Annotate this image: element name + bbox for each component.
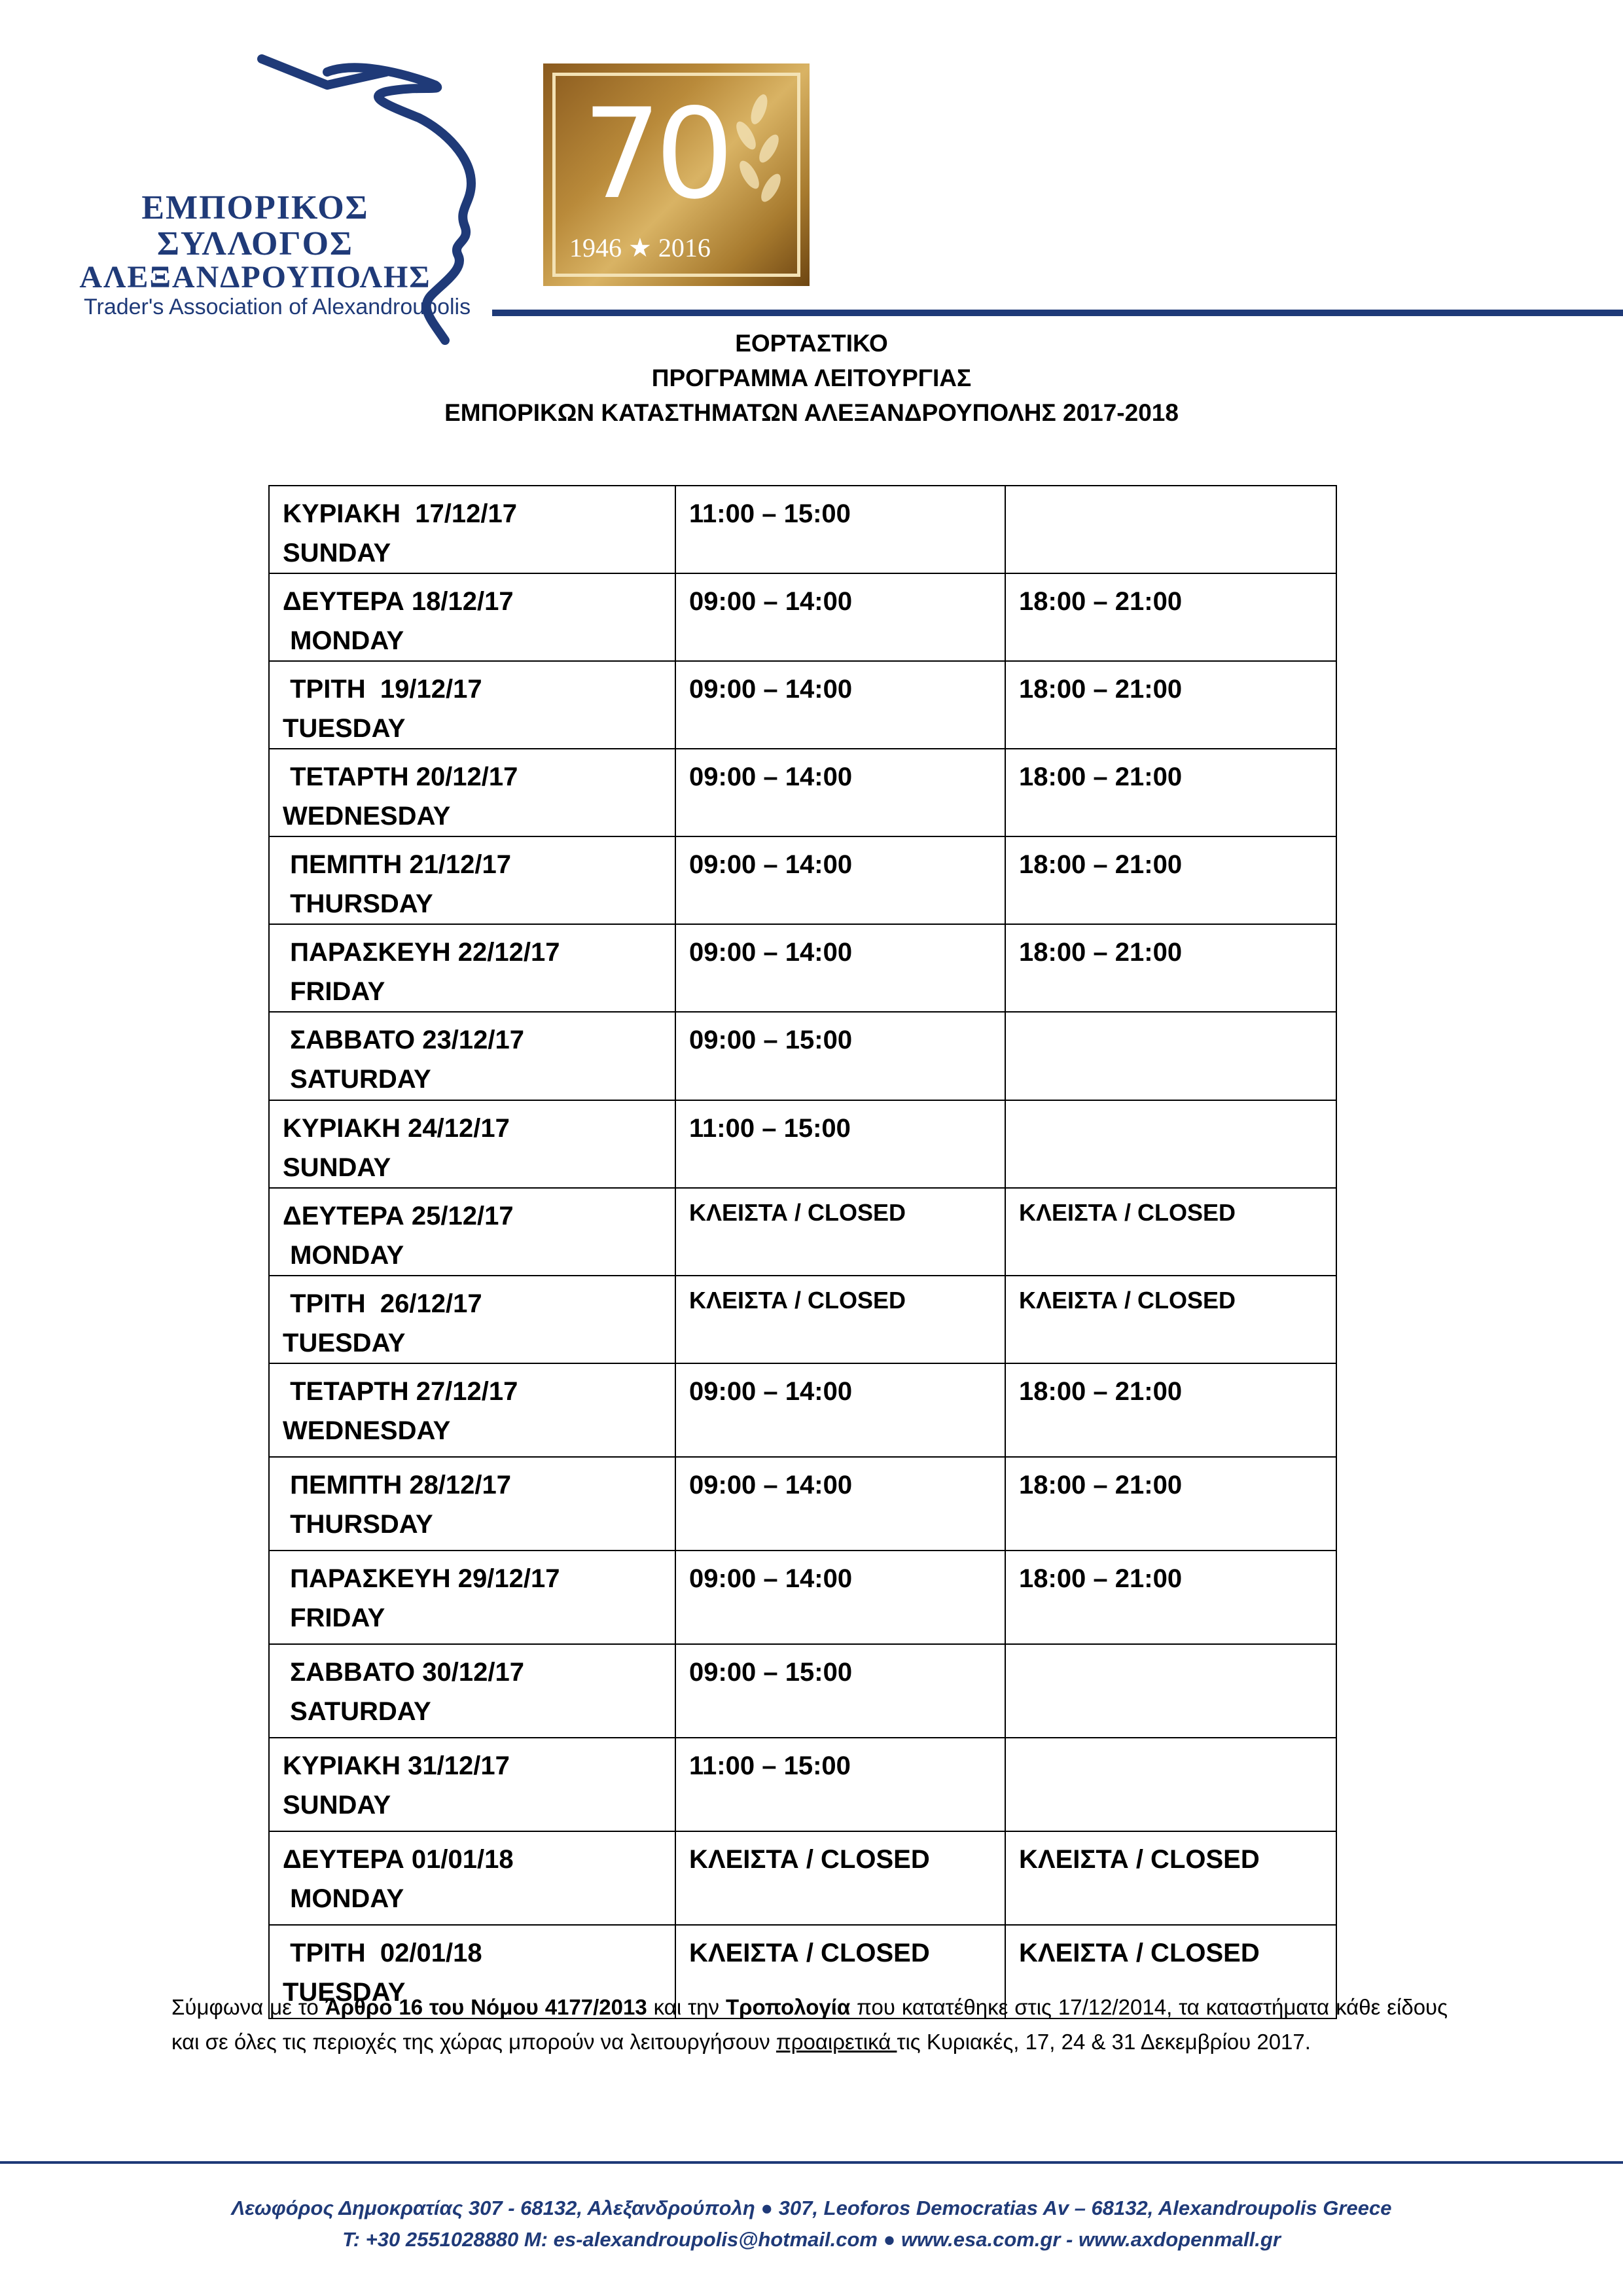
- schedule-row: [269, 1738, 1336, 1831]
- footer: [0, 2193, 1623, 2255]
- evening-hours: 18:00 – 21:00: [1019, 1377, 1183, 1406]
- evening-hours-cell: [1005, 836, 1336, 924]
- document-title: [0, 326, 1623, 430]
- day-cell: [269, 1551, 675, 1644]
- morning-hours-cell: [675, 749, 1005, 836]
- evening-hours-cell: [1005, 661, 1336, 749]
- schedule-row: [269, 486, 1336, 573]
- evening-hours-cell: [1005, 1363, 1336, 1457]
- logo-name-line1: ΕΜΠΟΡΙΚΟΣ: [141, 189, 369, 226]
- day-cell: [269, 1644, 675, 1738]
- morning-hours: 09:00 – 15:00: [689, 1658, 853, 1687]
- day-greek: ΔΕΥΤΕΡΑ 18/12/17: [283, 587, 514, 616]
- schedule-row: [269, 661, 1336, 749]
- title-line3: ΕΜΠΟΡΙΚΩΝ ΚΑΤΑΣΤΗΜΑΤΩΝ ΑΛΕΞΑΝΔΡΟΥΠΟΛΗΣ 2017-2018: [444, 399, 1179, 426]
- schedule-row: [269, 1457, 1336, 1551]
- association-logo: [79, 46, 497, 347]
- schedule-row: [269, 1831, 1336, 1925]
- day-greek: ΤΕΤΑΡΤΗ 27/12/17: [283, 1377, 518, 1406]
- day-cell: [269, 924, 675, 1012]
- schedule-body: [269, 486, 1336, 2018]
- day-cell: [269, 1457, 675, 1551]
- evening-hours-cell: [1005, 1831, 1336, 1925]
- day-cell: [269, 573, 675, 661]
- day-greek: ΣΑΒΒΑΤΟ 23/12/17: [283, 1026, 524, 1054]
- footer-rule: [0, 2161, 1623, 2164]
- morning-hours: ΚΛΕΙΣΤΑ / CLOSED: [689, 1845, 930, 1874]
- evening-hours: ΚΛΕΙΣΤΑ / CLOSED: [1019, 1287, 1236, 1314]
- evening-hours-cell: [1005, 1276, 1336, 1363]
- day-greek: ΚΥΡΙΑΚΗ 17/12/17: [283, 499, 517, 528]
- evening-hours: 18:00 – 21:00: [1019, 1471, 1183, 1499]
- day-greek: ΔΕΥΤΕΡΑ 25/12/17: [283, 1202, 514, 1230]
- schedule-row: [269, 1363, 1336, 1457]
- evening-hours-cell: [1005, 924, 1336, 1012]
- day-english: SATURDAY: [283, 1065, 431, 1094]
- day-english: MONDAY: [283, 1241, 404, 1270]
- day-cell: [269, 1738, 675, 1831]
- evening-hours-cell: [1005, 1457, 1336, 1551]
- logo-tagline: Trader's Association of Alexandroupolis: [84, 295, 471, 319]
- schedule-row: [269, 1188, 1336, 1276]
- evening-hours-cell: [1005, 1644, 1336, 1738]
- day-english: WEDNESDAY: [283, 802, 451, 831]
- morning-hours-cell: [675, 836, 1005, 924]
- morning-hours: 09:00 – 15:00: [689, 1026, 853, 1054]
- morning-hours-cell: [675, 573, 1005, 661]
- evening-hours: ΚΛΕΙΣΤΑ / CLOSED: [1019, 1199, 1236, 1226]
- morning-hours: 09:00 – 14:00: [689, 587, 853, 616]
- note-part3: και την: [647, 1995, 726, 2019]
- evening-hours-cell: [1005, 1188, 1336, 1276]
- note-part7: τις Κυριακές, 17, 24 & 31 Δεκεμβρίου 2017.: [897, 2030, 1311, 2054]
- day-english: WEDNESDAY: [283, 1416, 451, 1445]
- morning-hours: ΚΛΕΙΣΤΑ / CLOSED: [689, 1939, 930, 1967]
- note-optionally: προαιρετικά: [776, 2030, 897, 2054]
- note-amendment: Τροπολογία: [725, 1995, 851, 2019]
- note-part5: που κατατέθηκε στις 17/12/2014, τα καταστήματα κάθε είδους και σε όλες τις περιοχές της χώρας μπορούν να λειτουργήσουν: [171, 1995, 1448, 2054]
- day-cell: [269, 661, 675, 749]
- day-english: FRIDAY: [283, 977, 385, 1006]
- schedule-row: [269, 1551, 1336, 1644]
- day-english: FRIDAY: [283, 1604, 385, 1632]
- morning-hours: 11:00 – 15:00: [689, 1751, 851, 1780]
- day-cell: [269, 836, 675, 924]
- morning-hours-cell: [675, 1644, 1005, 1738]
- legal-note: [171, 1990, 1448, 2059]
- day-greek: ΠΕΜΠΤΗ 21/12/17: [283, 850, 512, 879]
- morning-hours: 09:00 – 14:00: [689, 938, 853, 967]
- evening-hours-cell: [1005, 573, 1336, 661]
- note-law-reference: Άρθρο 16 του Νόμου 4177/2013: [325, 1995, 647, 2019]
- evening-hours: 18:00 – 21:00: [1019, 938, 1183, 967]
- day-english: SUNDAY: [283, 1153, 391, 1182]
- day-greek: ΠΑΡΑΣΚΕΥΗ 29/12/17: [283, 1564, 560, 1593]
- evening-hours-cell: [1005, 1551, 1336, 1644]
- day-cell: [269, 1276, 675, 1363]
- day-greek: ΚΥΡΙΑΚΗ 24/12/17: [283, 1114, 510, 1143]
- day-english: THURSDAY: [283, 1510, 433, 1539]
- anniversary-badge: [543, 63, 810, 286]
- morning-hours-cell: [675, 1012, 1005, 1100]
- header-rule: [492, 310, 1623, 316]
- morning-hours-cell: [675, 1363, 1005, 1457]
- schedule-row: [269, 1644, 1336, 1738]
- morning-hours-cell: [675, 1738, 1005, 1831]
- day-greek: ΣΑΒΒΑΤΟ 30/12/17: [283, 1658, 524, 1687]
- footer-address: Λεωφόρος Δημοκρατίας 307 - 68132, Αλεξανδρούπολη ● 307, Leoforos Democratias Av – 68132, Alexandroupolis Greece: [231, 2197, 1392, 2219]
- evening-hours-cell: [1005, 1100, 1336, 1188]
- day-english: SATURDAY: [283, 1697, 431, 1726]
- title-line1: ΕΟΡΤΑΣΤΙΚΟ: [735, 330, 888, 357]
- schedule-row: [269, 836, 1336, 924]
- day-cell: [269, 1831, 675, 1925]
- morning-hours: 09:00 – 14:00: [689, 1471, 853, 1499]
- laurel-branch-icon: [720, 90, 798, 247]
- evening-hours: ΚΛΕΙΣΤΑ / CLOSED: [1019, 1939, 1260, 1967]
- morning-hours-cell: [675, 1276, 1005, 1363]
- day-cell: [269, 1012, 675, 1100]
- morning-hours-cell: [675, 1551, 1005, 1644]
- title-line2: ΠΡΟΓΡΑΜΜΑ ΛΕΙΤΟΥΡΓΙΑΣ: [651, 365, 972, 391]
- day-greek: ΤΡΙΤΗ 26/12/17: [283, 1289, 482, 1318]
- evening-hours: 18:00 – 21:00: [1019, 587, 1183, 616]
- morning-hours-cell: [675, 924, 1005, 1012]
- morning-hours-cell: [675, 1188, 1005, 1276]
- day-cell: [269, 1363, 675, 1457]
- note-part1: Σύμφωνα με το: [171, 1995, 325, 2019]
- day-english: THURSDAY: [283, 889, 433, 918]
- evening-hours-cell: [1005, 1012, 1336, 1100]
- footer-contact: T: +30 2551028880 M: es-alexandroupolis@hotmail.com ● www.esa.com.gr - www.axdopenmall.gr: [342, 2228, 1281, 2251]
- logo-name-line2: ΣΥΛΛΟΓΟΣ: [156, 225, 354, 262]
- morning-hours-cell: [675, 661, 1005, 749]
- day-greek: ΤΕΤΑΡΤΗ 20/12/17: [283, 762, 518, 791]
- day-english: SUNDAY: [283, 1791, 391, 1820]
- morning-hours-cell: [675, 1457, 1005, 1551]
- morning-hours: 09:00 – 14:00: [689, 675, 853, 704]
- morning-hours: 11:00 – 15:00: [689, 1114, 851, 1143]
- schedule-row: [269, 749, 1336, 836]
- schedule-row: [269, 1276, 1336, 1363]
- day-greek: ΔΕΥΤΕΡΑ 01/01/18: [283, 1845, 514, 1874]
- morning-hours: 09:00 – 14:00: [689, 850, 853, 879]
- anniversary-years: 1946 ★ 2016: [569, 233, 711, 262]
- morning-hours: 11:00 – 15:00: [689, 499, 851, 528]
- schedule-row: [269, 573, 1336, 661]
- day-english: MONDAY: [283, 626, 404, 655]
- day-english: MONDAY: [283, 1884, 404, 1913]
- day-cell: [269, 486, 675, 573]
- morning-hours: ΚΛΕΙΣΤΑ / CLOSED: [689, 1199, 906, 1226]
- day-english: TUESDAY: [283, 1978, 406, 2007]
- morning-hours-cell: [675, 486, 1005, 573]
- morning-hours: 09:00 – 14:00: [689, 1377, 853, 1406]
- day-greek: ΤΡΙΤΗ 19/12/17: [283, 675, 482, 704]
- schedule-row: [269, 1012, 1336, 1100]
- day-greek: ΠΕΜΠΤΗ 28/12/17: [283, 1471, 512, 1499]
- morning-hours: ΚΛΕΙΣΤΑ / CLOSED: [689, 1287, 906, 1314]
- day-cell: [269, 1100, 675, 1188]
- day-cell: [269, 749, 675, 836]
- day-greek: ΚΥΡΙΑΚΗ 31/12/17: [283, 1751, 510, 1780]
- anniversary-number: 70: [582, 82, 728, 226]
- morning-hours-cell: [675, 1831, 1005, 1925]
- day-english: TUESDAY: [283, 714, 406, 743]
- day-cell: [269, 1188, 675, 1276]
- evening-hours: 18:00 – 21:00: [1019, 1564, 1183, 1593]
- day-greek: ΤΡΙΤΗ 02/01/18: [283, 1939, 482, 1967]
- evening-hours: ΚΛΕΙΣΤΑ / CLOSED: [1019, 1845, 1260, 1874]
- evening-hours-cell: [1005, 486, 1336, 573]
- schedule-row: [269, 924, 1336, 1012]
- morning-hours-cell: [675, 1100, 1005, 1188]
- morning-hours: 09:00 – 14:00: [689, 762, 853, 791]
- evening-hours: 18:00 – 21:00: [1019, 762, 1183, 791]
- day-greek: ΠΑΡΑΣΚΕΥΗ 22/12/17: [283, 938, 560, 967]
- schedule-row: [269, 1100, 1336, 1188]
- evening-hours: 18:00 – 21:00: [1019, 675, 1183, 704]
- evening-hours-cell: [1005, 1738, 1336, 1831]
- day-english: SUNDAY: [283, 539, 391, 567]
- schedule-table: [268, 485, 1337, 2019]
- day-english: TUESDAY: [283, 1329, 406, 1357]
- evening-hours-cell: [1005, 749, 1336, 836]
- evening-hours: 18:00 – 21:00: [1019, 850, 1183, 879]
- logo-name-line3: ΑΛΕΞΑΝΔΡΟΥΠΟΛΗΣ: [79, 260, 431, 295]
- morning-hours: 09:00 – 14:00: [689, 1564, 853, 1593]
